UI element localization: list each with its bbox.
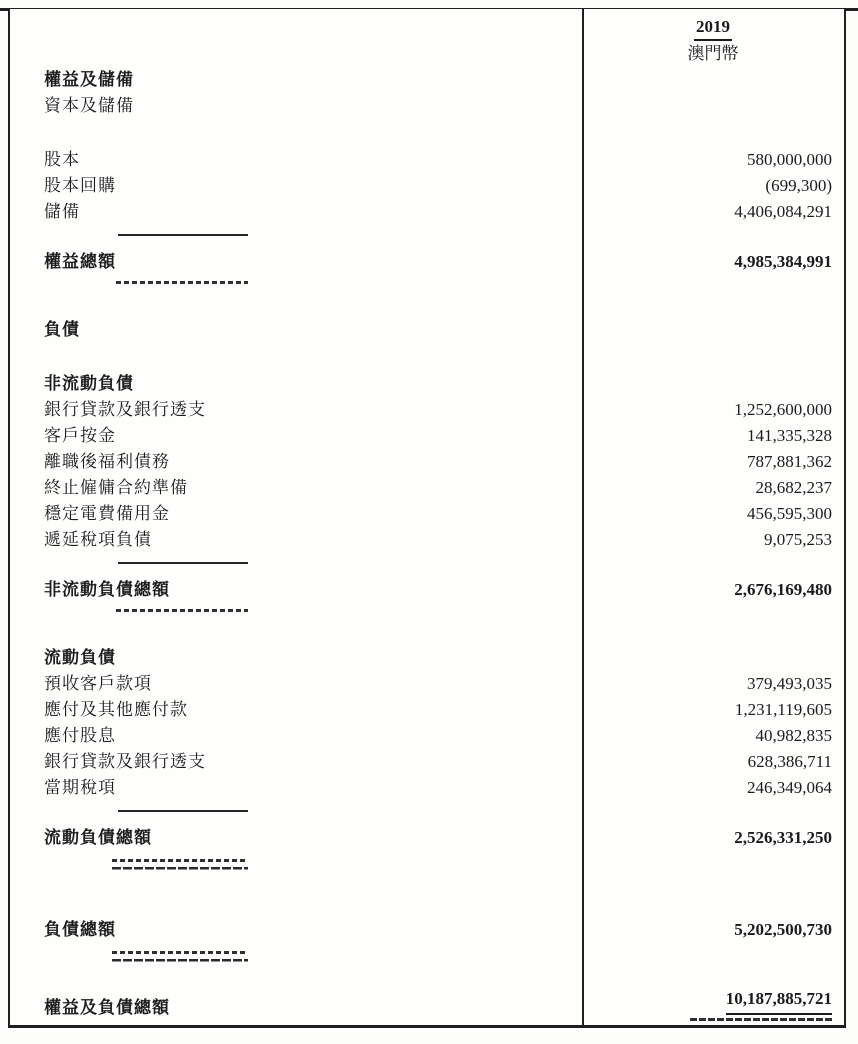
header-empty-label bbox=[10, 15, 582, 43]
row-item bbox=[10, 697, 844, 723]
double-dashed-rule bbox=[112, 858, 248, 870]
row-item bbox=[10, 93, 844, 119]
row-label: 非流動負債 bbox=[44, 374, 134, 393]
row-item bbox=[10, 723, 844, 749]
row-value: 580,000,000 bbox=[747, 150, 832, 169]
row-value bbox=[582, 371, 844, 397]
year-cell bbox=[582, 15, 844, 43]
row-label: 負債總額 bbox=[44, 920, 116, 939]
row-value bbox=[582, 317, 844, 343]
row-double-dashed bbox=[10, 943, 844, 969]
rule-cell bbox=[10, 810, 272, 813]
row-label: 終止僱傭合約準備 bbox=[44, 478, 188, 497]
row-label: 離職後福利債務 bbox=[44, 452, 170, 471]
header-empty-label bbox=[10, 43, 582, 67]
row-dashed bbox=[10, 603, 844, 617]
row-item bbox=[10, 671, 844, 697]
row-label: 銀行貸款及銀行透支 bbox=[44, 752, 206, 771]
row-label: 流動負債 bbox=[44, 648, 116, 667]
row-label: 穩定電費備用金 bbox=[44, 504, 170, 523]
row-rule bbox=[10, 553, 844, 565]
row-label: 非流動負債總額 bbox=[44, 580, 170, 599]
row-item bbox=[10, 501, 844, 527]
row-double-dashed bbox=[10, 851, 844, 877]
double-dashed-rule bbox=[112, 950, 248, 962]
row-label: 應付及其他應付款 bbox=[44, 700, 188, 719]
row-value: 40,982,835 bbox=[755, 726, 832, 745]
row-item bbox=[10, 147, 844, 173]
row-label: 客戶按金 bbox=[44, 426, 116, 445]
row-value: (699,300) bbox=[765, 176, 832, 195]
row-value bbox=[582, 645, 844, 671]
row-value: 787,881,362 bbox=[747, 452, 832, 471]
rule-cell bbox=[10, 950, 272, 962]
row-label: 權益及負債總額 bbox=[44, 998, 170, 1017]
row-value: 28,682,237 bbox=[755, 478, 832, 497]
row-label: 權益總額 bbox=[44, 252, 116, 271]
rule-cell bbox=[10, 275, 272, 289]
row-value: 5,202,500,730 bbox=[734, 920, 832, 939]
row-grand-total bbox=[10, 985, 844, 1021]
row-item bbox=[10, 749, 844, 775]
row-total bbox=[10, 905, 844, 943]
row-label: 遞延稅項負債 bbox=[44, 530, 152, 549]
row-item bbox=[10, 423, 844, 449]
row-spacer bbox=[10, 617, 844, 645]
rows-container bbox=[10, 9, 844, 1021]
row-value: 2,676,169,480 bbox=[734, 580, 832, 599]
row-heading bbox=[10, 371, 844, 397]
row-dashed bbox=[10, 275, 844, 289]
row-value: 9,075,253 bbox=[764, 530, 832, 549]
row-value: 456,595,300 bbox=[747, 504, 832, 523]
row-heading bbox=[10, 645, 844, 671]
dashed-rule bbox=[116, 609, 248, 612]
row-label: 流動負債總額 bbox=[44, 828, 152, 847]
row-item bbox=[10, 397, 844, 423]
grand-total-double-rule bbox=[690, 1018, 832, 1021]
currency-label: 澳門幣 bbox=[687, 44, 739, 63]
row-label: 銀行貸款及銀行透支 bbox=[44, 400, 206, 419]
row-rule bbox=[10, 801, 844, 813]
dashed-rule bbox=[116, 281, 248, 284]
row-total bbox=[10, 237, 844, 275]
row-item bbox=[10, 475, 844, 501]
row-label: 資本及儲備 bbox=[44, 96, 134, 115]
rule-rule bbox=[118, 810, 248, 812]
row-item bbox=[10, 775, 844, 801]
row-item bbox=[10, 527, 844, 553]
header-year-row bbox=[10, 11, 844, 43]
row-label: 當期稅項 bbox=[44, 778, 116, 797]
grand-total-value: 10,187,885,721 bbox=[726, 986, 832, 1015]
row-item bbox=[10, 173, 844, 199]
row-rule bbox=[10, 225, 844, 237]
row-spacer bbox=[10, 877, 844, 905]
row-spacer bbox=[10, 119, 844, 147]
row-label: 儲備 bbox=[44, 202, 80, 221]
rule-rule bbox=[118, 234, 248, 236]
row-value bbox=[582, 986, 844, 1021]
row-heading bbox=[10, 317, 844, 343]
row-value: 628,386,711 bbox=[747, 752, 832, 771]
row-spacer bbox=[10, 343, 844, 371]
row-total bbox=[10, 565, 844, 603]
row-spacer bbox=[10, 289, 844, 317]
rule-cell bbox=[10, 858, 272, 870]
row-heading bbox=[10, 67, 844, 93]
row-label: 股本回購 bbox=[44, 176, 116, 195]
row-total bbox=[10, 813, 844, 851]
row-value bbox=[582, 67, 844, 93]
row-label: 應付股息 bbox=[44, 726, 116, 745]
rule-cell bbox=[10, 562, 272, 565]
row-value: 4,985,384,991 bbox=[734, 252, 832, 271]
row-value: 4,406,084,291 bbox=[734, 202, 832, 221]
row-value: 2,526,331,250 bbox=[734, 828, 832, 847]
row-label: 權益及儲備 bbox=[44, 70, 134, 89]
row-spacer-sm bbox=[10, 969, 844, 985]
rule-rule bbox=[118, 562, 248, 564]
row-item bbox=[10, 199, 844, 225]
row-value: 379,493,035 bbox=[747, 674, 832, 693]
row-item bbox=[10, 449, 844, 475]
row-value bbox=[582, 93, 844, 119]
rule-cell bbox=[10, 234, 272, 237]
rule-cell bbox=[10, 603, 272, 617]
year-label: 2019 bbox=[694, 15, 732, 41]
row-value: 1,231,119,605 bbox=[734, 700, 832, 719]
row-value: 141,335,328 bbox=[747, 426, 832, 445]
row-value: 1,252,600,000 bbox=[734, 400, 832, 419]
row-label: 股本 bbox=[44, 150, 80, 169]
balance-sheet-box bbox=[8, 9, 846, 1028]
row-value: 246,349,064 bbox=[747, 778, 832, 797]
header-currency-row bbox=[10, 43, 844, 67]
row-label: 預收客戶款項 bbox=[44, 674, 152, 693]
row-label: 負債 bbox=[44, 320, 80, 339]
